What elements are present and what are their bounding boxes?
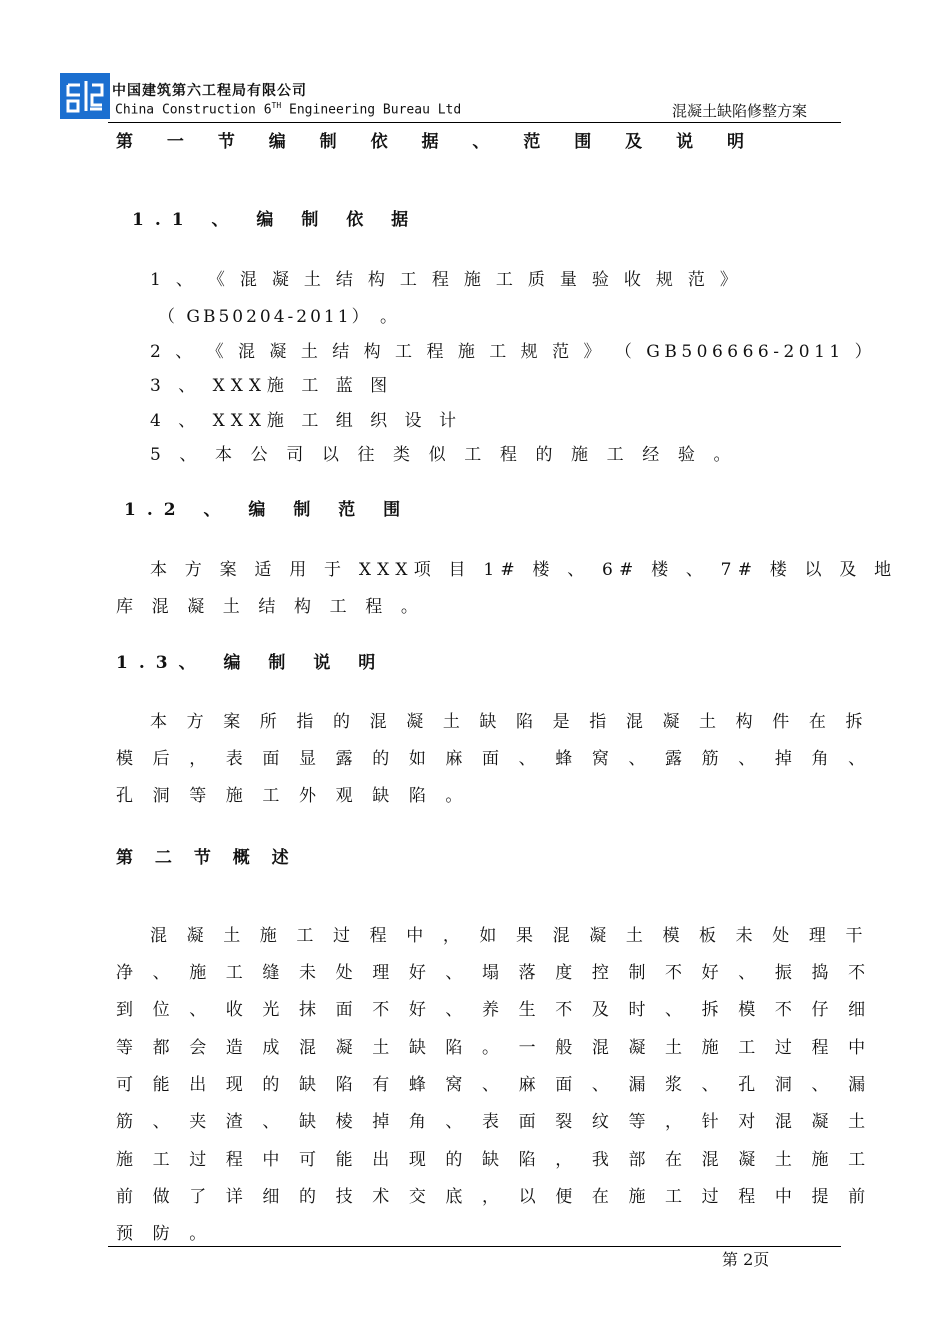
note-line-2: 模 后 ， 表 面 显 露 的 如 麻 面 、 蜂 窝 、 露 筋 、 掉 角 、 bbox=[116, 749, 873, 769]
scope-line-2: 库 混 凝 土 结 构 工 程 。 bbox=[116, 597, 425, 617]
basis-item-2: 2 、 《 混 凝 土 结 构 工 程 施 工 规 范 》 （ GB506666-2011 ） bbox=[150, 342, 877, 362]
basis-item-1-code: （ GB50204-2011） 。 bbox=[158, 307, 400, 327]
company-name-cn: 中国建筑第六工程局有限公司 bbox=[112, 83, 307, 99]
section-2-title: 第 二 节 概 述 bbox=[116, 848, 297, 868]
overview-line-6: 筋 、 夹 渣 、 缺 棱 掉 角 、 表 面 裂 纹 等 ， 针 对 混 凝 土 bbox=[116, 1112, 873, 1132]
basis-item-3: 3 、 XXX施 工 蓝 图 bbox=[150, 376, 394, 396]
overview-line-3: 到 位 、 收 光 抹 面 不 好 、 养 生 不 及 时 、 拆 模 不 仔 细 bbox=[116, 1000, 873, 1020]
basis-item-4: 4 、 XXX施 工 组 织 设 计 bbox=[150, 411, 462, 431]
basis-item-5: 5 、 本 公 司 以 往 类 似 工 程 的 施 工 经 验 。 bbox=[150, 445, 738, 465]
note-line-3: 孔 洞 等 施 工 外 观 缺 陷 。 bbox=[116, 786, 470, 806]
overview-line-4: 等 都 会 造 成 混 凝 土 缺 陷 。 一 般 混 凝 土 施 工 过 程 中 bbox=[116, 1038, 873, 1058]
basis-item-1: 1 、 《 混 凝 土 结 构 工 程 施 工 质 量 验 收 规 范 》 bbox=[150, 270, 742, 290]
page-number: 第 2页 bbox=[722, 1250, 770, 1269]
header-rule bbox=[108, 122, 841, 123]
overview-line-9: 预 防 。 bbox=[116, 1224, 214, 1244]
overview-line-2: 净 、 施 工 缝 未 处 理 好 、 塌 落 度 控 制 不 好 、 振 捣 不 bbox=[116, 963, 873, 983]
section-1-title: 第 一 节 编 制 依 据 、 范 围 及 说 明 bbox=[116, 132, 759, 152]
note-line-1: 本 方 案 所 指 的 混 凝 土 缺 陷 是 指 混 凝 土 构 件 在 拆 bbox=[150, 712, 870, 732]
company-name-en: China Construction 6TH Engineering Bureau Ltd bbox=[115, 101, 462, 118]
subsection-1-1-title: 1.1 、 编 制 依 据 bbox=[132, 210, 420, 230]
overview-line-1: 混 凝 土 施 工 过 程 中 ， 如 果 混 凝 土 模 板 未 处 理 干 bbox=[150, 926, 870, 946]
overview-line-5: 可 能 出 现 的 缺 陷 有 蜂 窝 、 麻 面 、 漏 浆 、 孔 洞 、 漏 bbox=[116, 1075, 873, 1095]
document-title: 混凝土缺陷修整方案 bbox=[672, 102, 808, 120]
overview-line-8: 前 做 了 详 细 的 技 术 交 底 ， 以 便 在 施 工 过 程 中 提 前 bbox=[116, 1187, 873, 1207]
scope-line-1: 本 方 案 适 用 于 XXX项 目 1# 楼 、 6# 楼 、 7# 楼 以 及 地 bbox=[150, 560, 898, 580]
subsection-1-2-title: 1.2 、 编 制 范 围 bbox=[124, 500, 412, 520]
company-logo bbox=[60, 73, 110, 119]
overview-line-7: 施 工 过 程 中 可 能 出 现 的 缺 陷 ， 我 部 在 混 凝 土 施 工 bbox=[116, 1150, 873, 1170]
subsection-1-3-title: 1.3、 编 制 说 明 bbox=[116, 653, 387, 673]
